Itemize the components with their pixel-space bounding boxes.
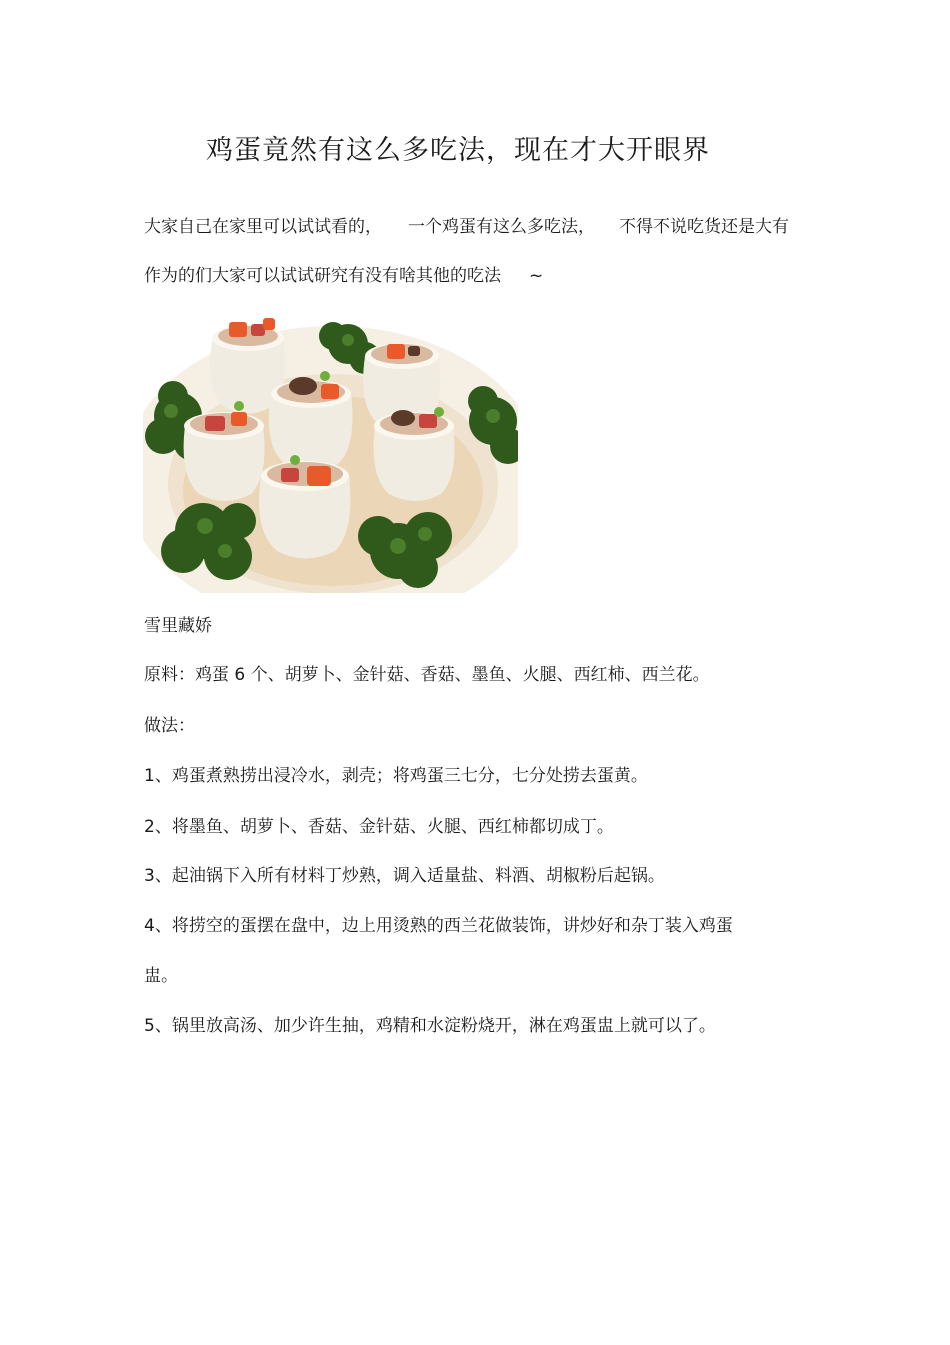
step-2: 2、将墨鱼、胡萝卜、香菇、金针菇、火腿、西红柿都切成丁。 [144,817,614,837]
dish-photo [143,306,518,593]
recipe-name: 雪里藏娇 [144,616,212,636]
method-label: 做法： [144,716,195,736]
intro-line-1 [144,215,789,239]
step-3: 3、起油锅下入所有材料丁炒熟，调入适量盐、料酒、胡椒粉后起锅。 [144,866,665,886]
tilde-text: ~ [529,266,544,286]
dish-illustration [143,306,518,593]
intro-text: 作为的们大家可以试试研究有没有啥其他的吃法 [144,266,501,286]
step-1: 1、鸡蛋煮熟捞出浸冷水，剥壳；将鸡蛋三七分，七分处捞去蛋黄。 [144,766,648,786]
step-5: 5、锅里放高汤、加少许生抽，鸡精和水淀粉烧开，淋在鸡蛋盅上就可以了。 [144,1016,716,1036]
intro-text: 大家自己在家里可以试试看的， [144,217,382,237]
intro-text: 一个鸡蛋有这么多吃法， [408,217,595,237]
intro-line-2 [144,264,543,288]
step-4-continued: 盅。 [144,966,178,986]
step-4: 4、将捞空的蛋摆在盘中，边上用烫熟的西兰花做装饰，讲炒好和杂丁装入鸡蛋 [144,916,733,936]
ingredients-text: 原料：鸡蛋 6 个、胡萝卜、金针菇、香菇、墨鱼、火腿、西红柿、西兰花。 [144,665,710,685]
intro-text: 不得不说吃货还是大有 [619,217,789,237]
page-title: 鸡蛋竟然有这么多吃法，现在才大开眼界 [206,135,710,166]
